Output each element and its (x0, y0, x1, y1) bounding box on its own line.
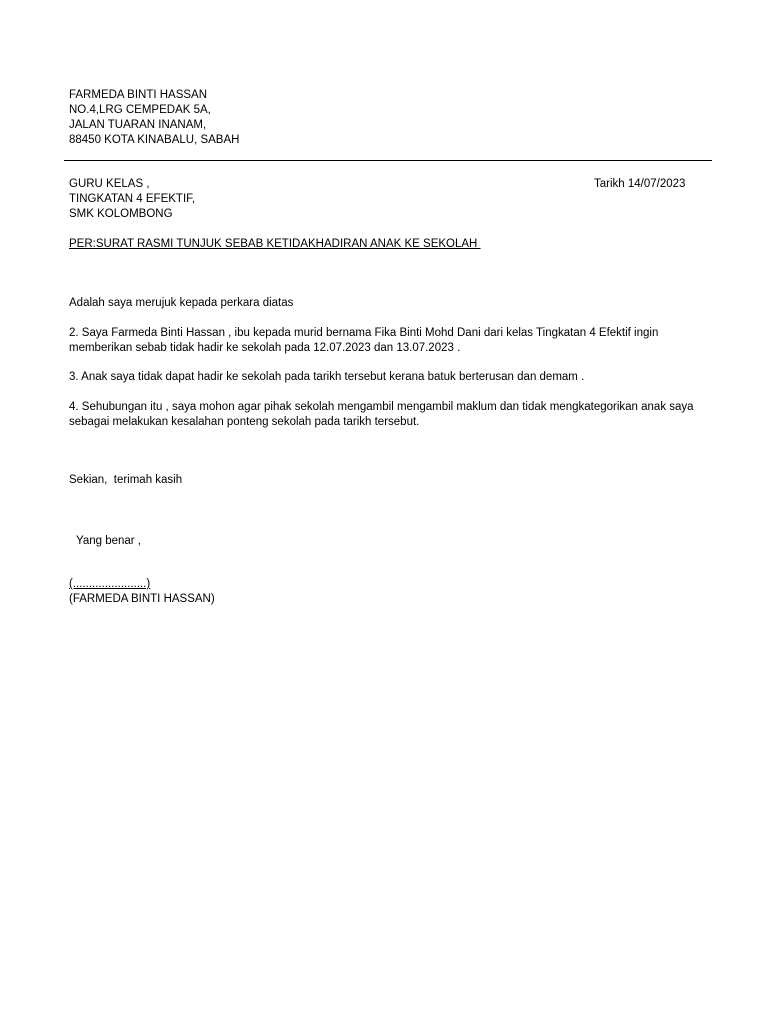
recipient-line: SMK KOLOMBONG (69, 208, 173, 220)
body-paragraph: Adalah saya merujuk kepada perkara diatas (69, 297, 294, 309)
body-paragraph: 2. Saya Farmeda Binti Hassan , ibu kepada murid bernama Fika Binti Mohd Dani dari kelas Tingkatan 4 Efektif ingin memberikan sebab tidak hadir ke sekolah pada 12.07.2023 dan 13.07.2023 . (69, 327, 659, 354)
sender-address-line: NO.4,LRG CEMPEDAK 5A, (69, 104, 211, 116)
letter-subject: PER:SURAT RASMI TUNJUK SEBAB KETIDAKHADIRAN ANAK KE SEKOLAH (69, 238, 481, 250)
recipient-line: TINGKATAN 4 EFEKTIF, (69, 193, 196, 205)
header-divider (64, 160, 712, 161)
sender-name: FARMEDA BINTI HASSAN (69, 89, 208, 101)
letter-closing: Sekian, terimah kasih (69, 474, 183, 486)
signature-name: (FARMEDA BINTI HASSAN) (69, 593, 215, 605)
signature-line: (.......................) (69, 578, 151, 590)
letter-date: Tarikh 14/07/2023 (594, 178, 686, 190)
letter-signoff: Yang benar , (76, 535, 142, 547)
recipient-line: GURU KELAS , (69, 178, 150, 190)
sender-address-line: JALAN TUARAN INANAM, (69, 119, 207, 131)
body-paragraph: 4. Sehubungan itu , saya mohon agar pihak sekolah mengambil mengambil maklum dan tidak mengkategorikan anak saya sebagai melakukan kesalahan ponteng sekolah pada tarikh tersebut. (69, 401, 694, 428)
sender-address-line: 88450 KOTA KINABALU, SABAH (69, 134, 240, 146)
body-paragraph: 3. Anak saya tidak dapat hadir ke sekolah pada tarikh tersebut kerana batuk berterusan dan demam . (69, 371, 585, 383)
